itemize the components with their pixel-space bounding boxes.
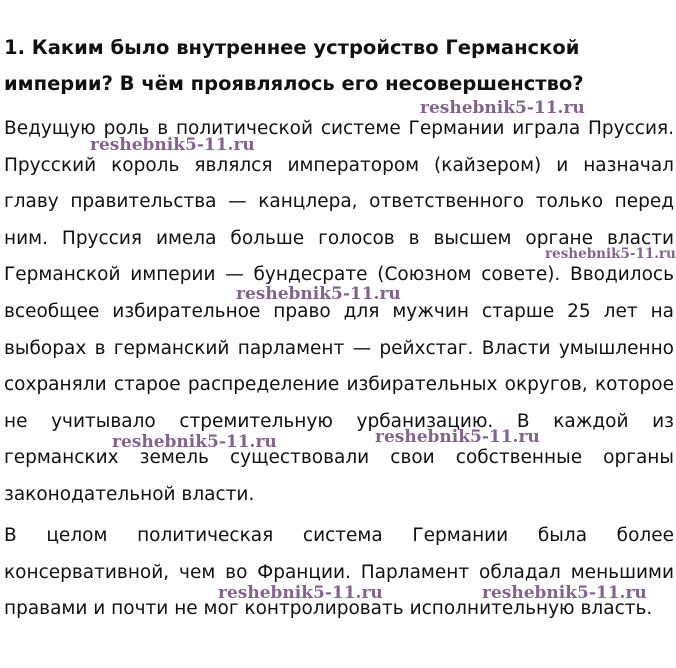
watermark: reshebnik5-11.ru bbox=[236, 284, 401, 304]
watermark: reshebnik5-11.ru bbox=[420, 98, 585, 118]
watermark: reshebnik5-11.ru bbox=[482, 583, 647, 603]
answer-paragraph-2: В целом политическая система Германии была более консервативной, чем во Франции. Парламент обладал меньшими правами и почти не мог контролировать исполнительную власть. bbox=[4, 525, 674, 620]
watermark: reshebnik5-11.ru bbox=[218, 583, 383, 603]
watermark: reshebnik5-11.ru bbox=[90, 135, 255, 155]
question-heading: 1. Каким было внутреннее устройство Германской империи? В чём проявлялось его несовершенство? bbox=[4, 36, 584, 95]
watermark: reshebnik5-11.ru bbox=[112, 432, 277, 452]
watermark: reshebnik5-11.ru bbox=[545, 246, 676, 262]
watermark: reshebnik5-11.ru bbox=[375, 427, 540, 447]
answer-paragraph-1: Ведущую роль в политической системе Германии играла Пруссия. Прусский король являлся императором (кайзером) и назначал главу правительства — канцлера, ответственного только перед ним. Пруссия имела больше голосов в высшем органе власти Германской империи — бундесрате (Союзном совете). Вводилось всеобщее избирательное право для мужчин старше 25 лет на выборах в германский парламент — рейхстаг. Власти умышленно сохраняли старое распределение избирательных округов, которое не учитывало стремительную урбанизацию. В каждой из германских земель существовали свои собственные органы законодательной власти. bbox=[4, 118, 674, 505]
